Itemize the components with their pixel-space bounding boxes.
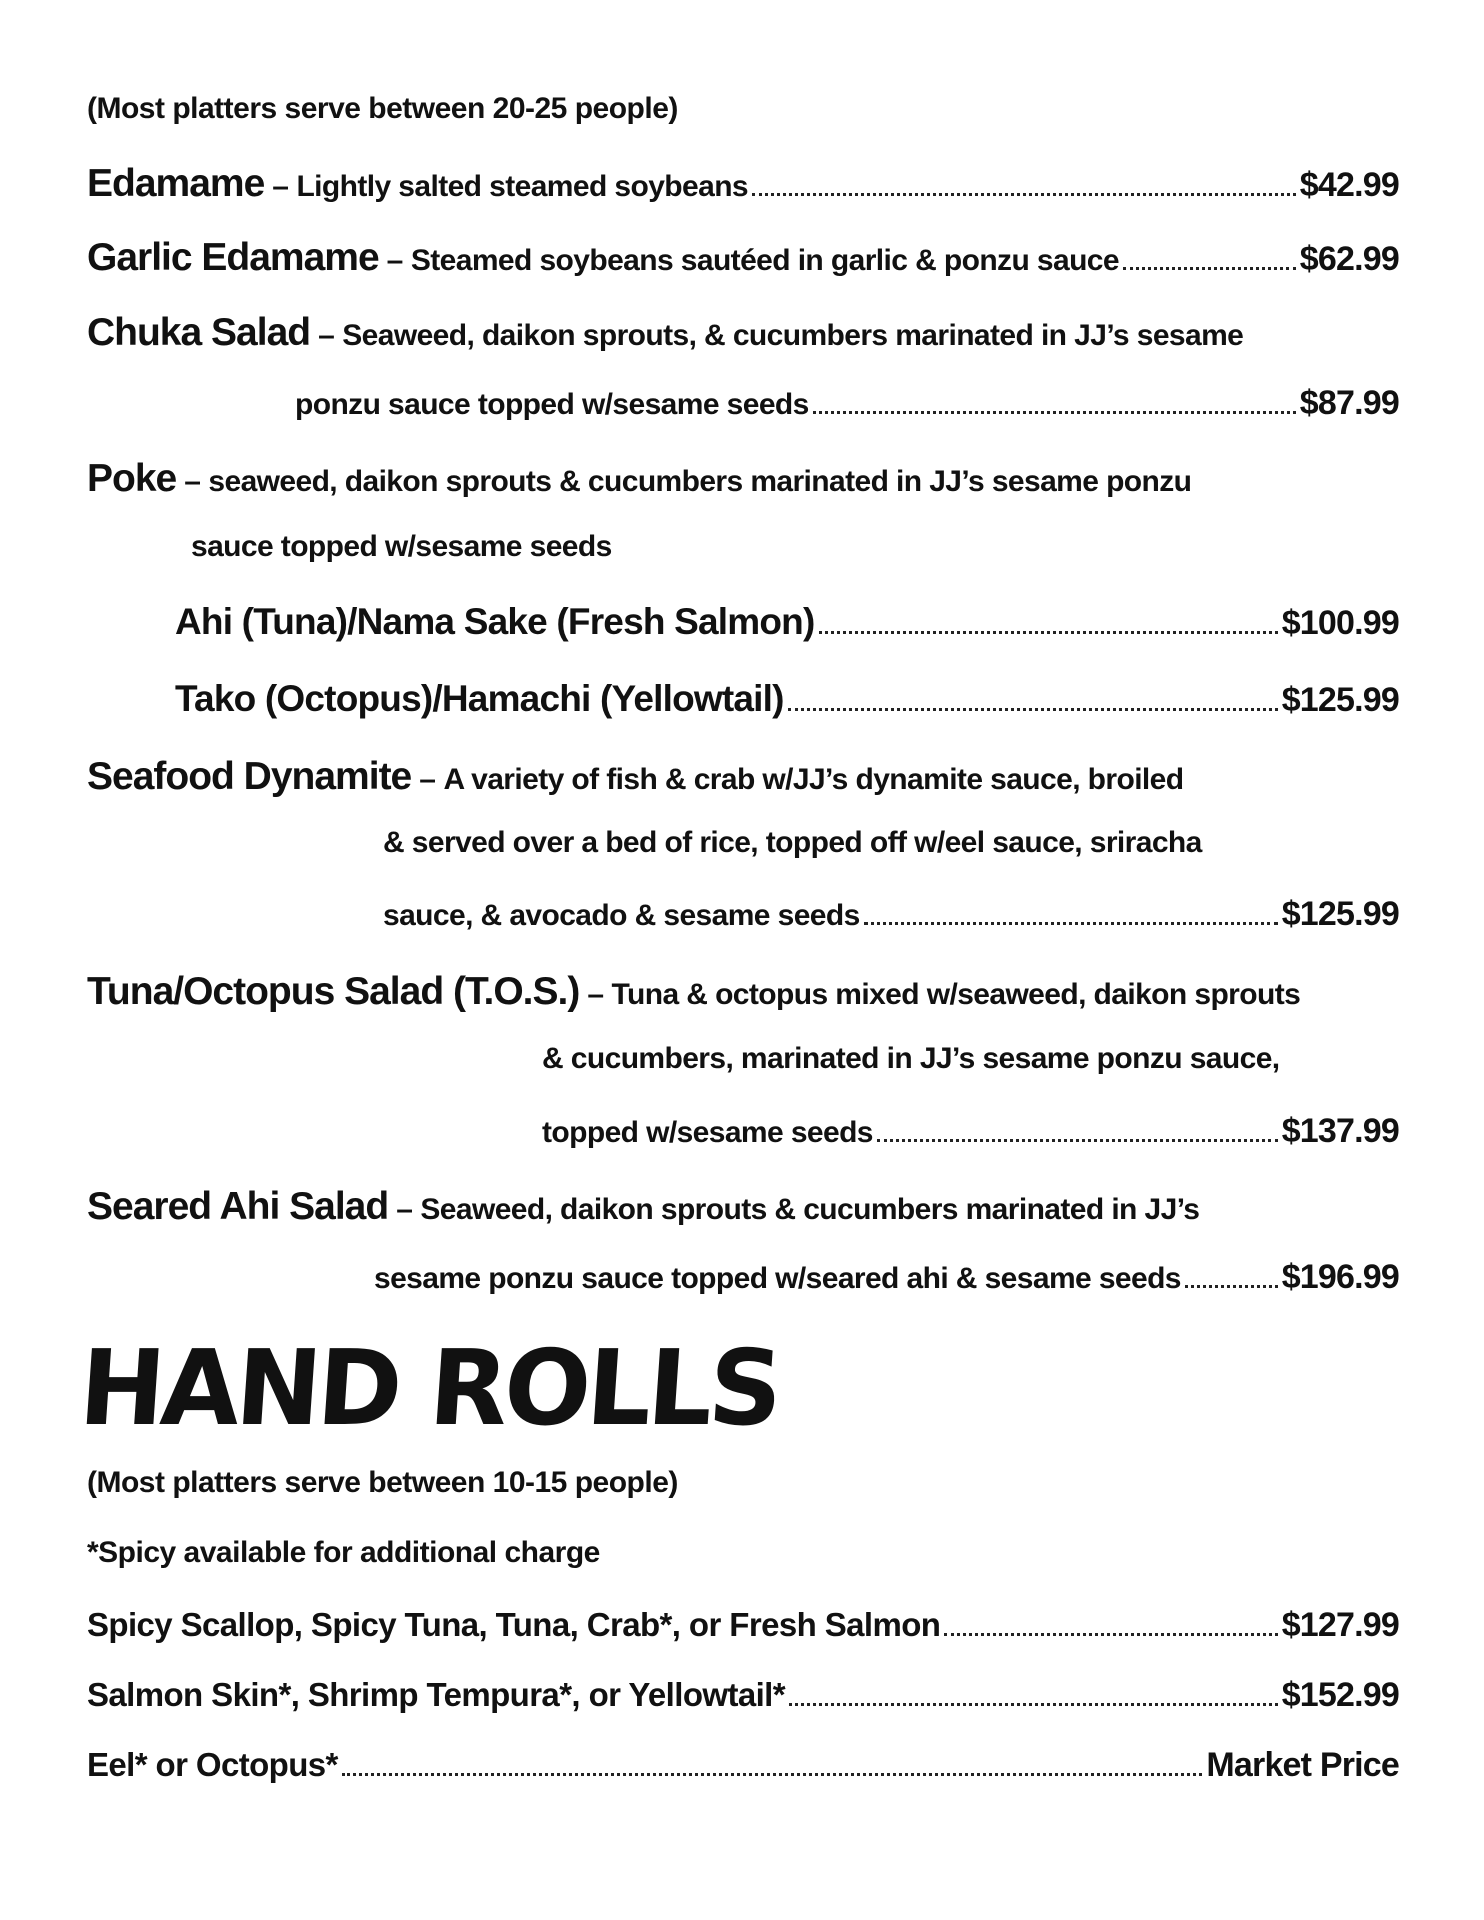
item-name: Salmon Skin*, Shrimp Tempura*, or Yellowtail*	[87, 1676, 785, 1713]
item-name: Spicy Scallop, Spicy Tuna, Tuna, Crab*, or Fresh Salmon	[87, 1606, 941, 1643]
dot-leader	[1185, 1284, 1278, 1288]
menu-item-seared-ahi-salad	[87, 1185, 1399, 1229]
menu-item-chuka-salad-cont	[295, 384, 1399, 423]
item-description: A variety of fish & crab w/JJ’s dynamite sauce, broiled	[443, 763, 1184, 796]
item-description: sesame ponzu sauce topped w/seared ahi & sesame seeds	[374, 1262, 1181, 1295]
poke-option-tako	[175, 678, 1399, 720]
item-description: topped w/sesame seeds	[542, 1116, 873, 1149]
menu-item-seafood-dynamite-cont2	[383, 895, 1399, 934]
menu-item-chuka-salad	[87, 311, 1399, 355]
item-separator: –	[396, 1193, 413, 1226]
item-description: seaweed, daikon sprouts & cucumbers marinated in JJ’s sesame ponzu	[208, 465, 1192, 498]
item-price: $87.99	[1299, 384, 1399, 422]
item-name: Tuna/Octopus Salad (T.O.S.)	[87, 970, 580, 1013]
dot-leader	[788, 707, 1278, 711]
option-price: $100.99	[1281, 604, 1399, 642]
menu-item-poke	[87, 457, 1399, 501]
item-description: Steamed soybeans sautéed in garlic & ponzu sauce	[410, 244, 1119, 277]
dot-leader	[789, 1702, 1278, 1706]
item-price: Market Price	[1206, 1746, 1399, 1784]
item-separator: –	[272, 170, 289, 203]
item-price: $152.99	[1281, 1676, 1399, 1714]
hand-roll-item	[87, 1676, 1399, 1715]
item-description: Lightly salted steamed soybeans	[296, 170, 749, 203]
dot-leader	[864, 921, 1278, 925]
item-description: sauce, & avocado & sesame seeds	[383, 899, 860, 932]
menu-item-seafood-dynamite-cont1	[383, 826, 1399, 860]
item-description: sauce topped w/sesame seeds	[191, 530, 612, 563]
dot-leader	[813, 410, 1296, 414]
item-separator: –	[386, 244, 403, 277]
menu-item-poke-cont	[191, 530, 1399, 564]
item-name: Garlic Edamame	[87, 236, 379, 279]
poke-option-ahi	[175, 601, 1399, 643]
item-price: $137.99	[1281, 1112, 1399, 1150]
platters-note: (Most platters serve between 20-25 people)	[87, 92, 678, 125]
dot-leader	[752, 192, 1296, 196]
menu-item-seared-ahi-salad-cont	[374, 1258, 1399, 1297]
menu-item-seafood-dynamite	[87, 755, 1399, 799]
item-name: Poke	[87, 457, 177, 500]
item-price: $196.99	[1281, 1258, 1399, 1296]
item-name: Chuka Salad	[87, 311, 311, 354]
hand-roll-item	[87, 1606, 1399, 1645]
item-price: $42.99	[1299, 166, 1399, 204]
item-name: Edamame	[87, 162, 265, 205]
item-name: Seafood Dynamite	[87, 755, 412, 798]
dot-leader	[944, 1632, 1277, 1636]
item-name: Eel* or Octopus*	[87, 1746, 338, 1783]
item-separator: –	[587, 978, 604, 1011]
hand-roll-item	[87, 1746, 1399, 1785]
item-separator: –	[184, 465, 201, 498]
option-name: Ahi (Tuna)/Nama Sake (Fresh Salmon)	[175, 601, 815, 642]
menu-item-tos	[87, 970, 1399, 1014]
item-separator: –	[318, 319, 335, 352]
dot-leader	[342, 1772, 1203, 1776]
item-name: Seared Ahi Salad	[87, 1185, 389, 1228]
dot-leader	[877, 1138, 1278, 1142]
option-price: $125.99	[1281, 681, 1399, 719]
item-description: & served over a bed of rice, topped off w/eel sauce, sriracha	[383, 826, 1202, 859]
item-description: Seaweed, daikon sprouts & cucumbers marinated in JJ’s	[420, 1193, 1200, 1226]
item-description: Tuna & octopus mixed w/seaweed, daikon sprouts	[611, 978, 1301, 1011]
item-description: Seaweed, daikon sprouts, & cucumbers marinated in JJ’s sesame	[342, 319, 1244, 352]
item-separator: –	[419, 763, 436, 796]
menu-item-garlic-edamame	[87, 236, 1399, 280]
dot-leader	[819, 630, 1278, 634]
menu-item-tos-cont1	[542, 1042, 1399, 1076]
dot-leader	[1123, 266, 1296, 270]
section-title-hand-rolls: HAND ROLLS	[75, 1328, 783, 1450]
hand-rolls-note: (Most platters serve between 10-15 people)	[87, 1466, 678, 1499]
item-price: $127.99	[1281, 1606, 1399, 1644]
menu-item-tos-cont2	[542, 1112, 1399, 1151]
item-price: $125.99	[1281, 895, 1399, 933]
item-description: ponzu sauce topped w/sesame seeds	[295, 388, 809, 421]
option-name: Tako (Octopus)/Hamachi (Yellowtail)	[175, 678, 784, 719]
spicy-note: *Spicy available for additional charge	[87, 1536, 600, 1569]
menu-item-edamame	[87, 162, 1399, 206]
item-price: $62.99	[1299, 240, 1399, 278]
item-description: & cucumbers, marinated in JJ’s sesame ponzu sauce,	[542, 1042, 1280, 1075]
